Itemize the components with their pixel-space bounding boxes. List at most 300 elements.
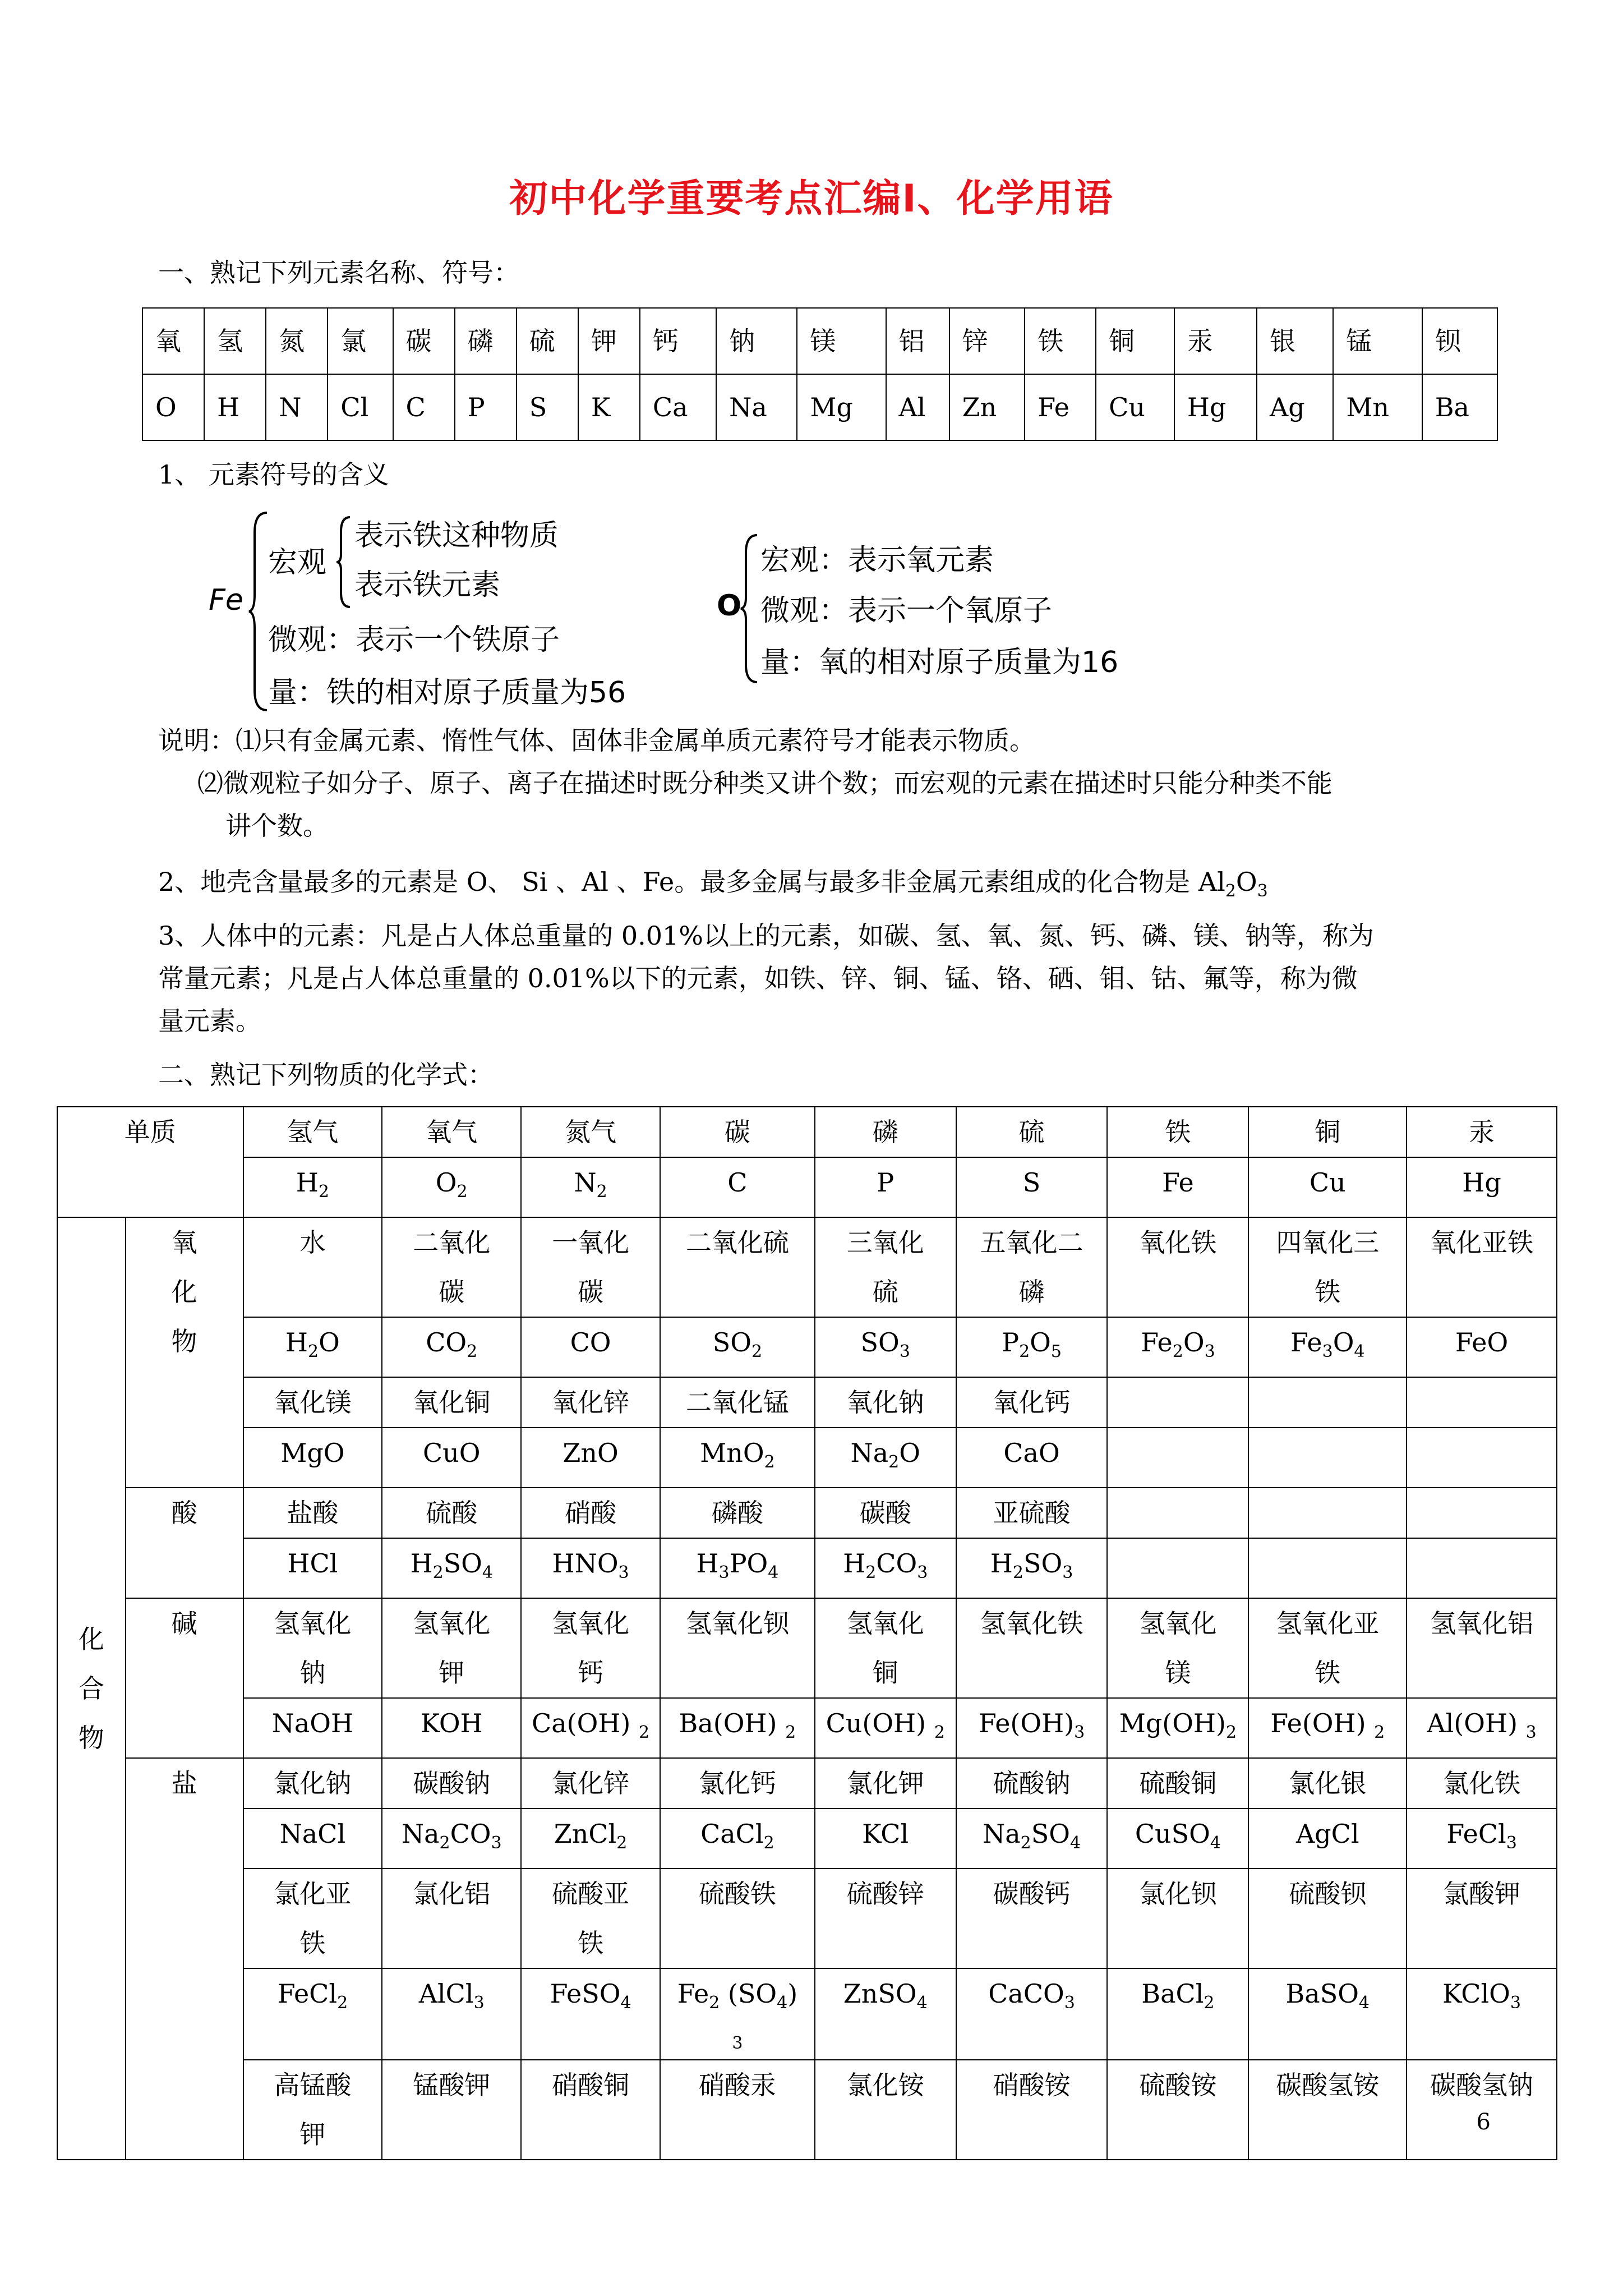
substance-name-cell	[382, 2060, 521, 2160]
formula-text: Na	[982, 1819, 1021, 1849]
substance-name-line: 氢氧化钡	[685, 1608, 789, 1639]
formula-cell	[956, 1428, 1108, 1488]
formula-subscript: 2	[457, 1182, 468, 1202]
substance-name-cell	[521, 2060, 660, 2160]
element-symbol-cell: Fe	[1025, 374, 1096, 440]
substance-name-cell	[243, 1217, 382, 1317]
formula-cell	[1248, 1698, 1407, 1758]
substance-name-line: 铁	[1315, 1277, 1341, 1307]
base-names-row	[57, 1598, 1557, 1698]
formula-text: Fe(OH)	[1270, 1708, 1375, 1738]
formula-cell	[1107, 1538, 1248, 1598]
element-symbol-cell: Na	[716, 374, 797, 440]
substance-name-line: 一氧化	[552, 1227, 630, 1258]
formula-cell	[521, 1698, 660, 1758]
substance-name-line: 五氧化二	[980, 1227, 1083, 1258]
substance-name-cell	[1407, 1488, 1557, 1538]
substance-name-line: 硝酸铜	[552, 2070, 630, 2100]
element-name-cell: 钡	[1422, 308, 1497, 374]
substance-name-line: 硫酸锌	[846, 1879, 924, 1909]
formula-text: (SO	[720, 1978, 777, 2009]
substance-name-line: 氯化亚	[274, 1879, 352, 1909]
formula-subscript: 4	[1070, 1833, 1081, 1853]
substance-name-cell: 硫	[956, 1107, 1108, 1157]
substance-name-line: 硝酸铵	[993, 2070, 1071, 2100]
formula-subscript: 2	[764, 1452, 775, 1472]
formula-subscript: 3	[1064, 1993, 1075, 2013]
formula-cell	[1407, 1157, 1557, 1217]
element-symbol-cell: N	[266, 374, 328, 440]
formula-cell	[815, 1968, 956, 2060]
element-symbol-cell: Ba	[1422, 374, 1497, 440]
formula-text: Fe	[1162, 1167, 1194, 1198]
substance-name-cell	[660, 2060, 815, 2160]
formula-text: Cu(OH)	[826, 1708, 934, 1738]
substance-name-cell: 碳酸钠	[382, 1758, 521, 1809]
element-name-cell: 铜	[1096, 308, 1174, 374]
formula-text: C	[727, 1167, 748, 1198]
element-symbol-cell: Mg	[797, 374, 886, 440]
formula-cell	[660, 1157, 815, 1217]
substance-name-line: 硫酸铵	[1139, 2070, 1217, 2100]
formula-cell	[1248, 1157, 1407, 1217]
substance-name-cell: 氧气	[382, 1107, 521, 1157]
formula-text: SO	[443, 1548, 482, 1579]
substance-name-line: 硝酸汞	[698, 2070, 776, 2100]
formula-subscript: 2	[865, 1563, 877, 1582]
formula-text: SO	[712, 1327, 751, 1358]
formula-text: KOH	[420, 1708, 483, 1738]
label-compound-char: 物	[78, 1723, 104, 1753]
formula-text: FeCl	[277, 1978, 338, 2009]
substance-name-line: 水	[299, 1227, 326, 1258]
formula-text: Fe	[1290, 1327, 1322, 1358]
formula-text: P	[877, 1167, 895, 1198]
element-table	[142, 307, 1498, 441]
formula-cell	[243, 1428, 382, 1488]
substance-name-cell	[1107, 1488, 1248, 1538]
formula-cell	[660, 1698, 815, 1758]
substance-name-line: 硫酸铁	[698, 1879, 776, 1909]
element-name-cell: 锰	[1333, 308, 1422, 374]
formula-subscript: 2	[1374, 1723, 1385, 1742]
formula-cell	[243, 1538, 382, 1598]
substance-name-cell	[1407, 1869, 1557, 1968]
o-micro: 微观：表示一个氧原子	[760, 594, 1053, 628]
substance-name-cell	[1107, 1217, 1248, 1317]
formula-cell	[956, 1317, 1108, 1377]
formula-subscript: 4	[768, 1563, 779, 1582]
substance-name-line: 铁	[299, 1928, 326, 1958]
substance-name-cell: 硫酸铜	[1107, 1758, 1248, 1809]
formula-cell	[1407, 1968, 1557, 2060]
element-name-cell: 氢	[204, 308, 266, 374]
formula-text: CaCl	[700, 1819, 764, 1849]
fe-macro-2: 表示铁元素	[354, 568, 501, 602]
formula-subscript: 3	[491, 1833, 502, 1853]
substance-name-cell: 氯化银	[1248, 1758, 1407, 1809]
oxide-names-row-2	[57, 1377, 1557, 1428]
substance-name-line: 硫酸亚	[552, 1879, 630, 1909]
formula-cell	[521, 1428, 660, 1488]
substance-name-cell	[660, 1598, 815, 1698]
formula-text: )	[787, 1978, 798, 2009]
substance-name-cell	[815, 1217, 956, 1317]
formula-subscript: 2	[888, 1452, 900, 1472]
formula-cell	[1248, 1538, 1407, 1598]
substance-name-line: 氢氧化	[1139, 1608, 1217, 1639]
formula-cell	[660, 1428, 815, 1488]
formula-cell	[1107, 1809, 1248, 1869]
formula-cell	[660, 1809, 815, 1869]
oxide-names-row-1	[57, 1217, 1557, 1317]
formula-text: S	[1022, 1167, 1041, 1198]
formula-cell	[815, 1428, 956, 1488]
substance-name-line: 氢氧化	[274, 1608, 352, 1639]
paragraph-2: 2、地壳含量最多的元素是 O、 Si 、Al 、Fe。最多金属与最多非金属元素组成的化合物是 $Al_2O_3$	[158, 867, 1268, 901]
substance-name-cell: 盐酸	[243, 1488, 382, 1538]
formula-cell	[521, 1157, 660, 1217]
formula-cell	[1107, 1317, 1248, 1377]
formula-subscript: 3	[899, 1342, 910, 1361]
fe-symbol: Fe	[209, 583, 243, 617]
substance-name-line: 氯化铝	[413, 1879, 491, 1909]
substance-name-cell	[1248, 1488, 1407, 1538]
formula-cell	[660, 1538, 815, 1598]
label-oxide-char: 化	[171, 1277, 197, 1307]
fe-macro-label: 宏观	[268, 546, 327, 579]
formula-subscript: 2	[308, 1342, 319, 1361]
fe-mass: 量：铁的相对原子质量为56	[268, 676, 626, 710]
substance-name-cell	[521, 1598, 660, 1698]
substance-name-cell	[1107, 1869, 1248, 1968]
substance-name-cell	[660, 1869, 815, 1968]
salt-names-row-3	[57, 2060, 1557, 2160]
formula-text: O	[435, 1167, 457, 1198]
substance-name-cell: 氧化镁	[243, 1377, 382, 1428]
substance-name-cell: 氧化钙	[956, 1377, 1108, 1428]
substance-name-cell	[1248, 2060, 1407, 2160]
formula-cell	[815, 1698, 956, 1758]
formula-subscript: 2	[639, 1723, 650, 1742]
substance-name-line: 氯化钡	[1139, 1879, 1217, 1909]
formula-subscript: 5	[1050, 1342, 1062, 1361]
formula-cell	[1107, 1428, 1248, 1488]
element-name-cell: 钾	[578, 308, 640, 374]
substance-name-cell: 硝酸	[521, 1488, 660, 1538]
formula-cell	[1407, 1809, 1557, 1869]
formula-text: Cu	[1309, 1167, 1346, 1198]
formula-cell	[243, 1317, 382, 1377]
substance-name-cell	[1248, 1217, 1407, 1317]
oxide-formulas-row-1	[57, 1317, 1557, 1377]
formula-subscript: 2	[596, 1182, 607, 1202]
formula-cell	[1407, 1698, 1557, 1758]
formula-cell	[521, 1809, 660, 1869]
substance-name-cell	[1407, 1217, 1557, 1317]
formula-text: CaCO	[988, 1978, 1064, 2009]
formula-text: H	[990, 1548, 1013, 1579]
formula-text: H	[696, 1548, 719, 1579]
formula-table	[57, 1106, 1557, 2160]
element-symbol-cell: H	[204, 374, 266, 440]
element-symbol-cell: C	[393, 374, 455, 440]
formula-cell	[521, 1538, 660, 1598]
formula-cell	[956, 1698, 1108, 1758]
formula-subscript: 4	[916, 1993, 928, 2013]
substance-name-line: 钙	[578, 1658, 604, 1688]
element-symbol-cell: Cu	[1096, 374, 1174, 440]
note-2b: 讲个数。	[225, 811, 329, 841]
o-macro: 宏观：表示氧元素	[760, 544, 994, 577]
substance-name-cell: 硫酸	[382, 1488, 521, 1538]
formula-text: KCl	[862, 1819, 909, 1849]
formula-text: HCl	[287, 1548, 338, 1579]
substance-name-cell	[1107, 1377, 1248, 1428]
formula-cell	[521, 1317, 660, 1377]
formula-text: Fe(OH)	[978, 1708, 1075, 1738]
section2-heading: 二、熟记下列物质的化学式：	[158, 1060, 494, 1090]
formula-text: Fe	[1141, 1327, 1173, 1358]
substance-name-cell: 氯化铁	[1407, 1758, 1557, 1809]
substance-name-line: 氯化铵	[846, 2070, 924, 2100]
formula-text: O	[1183, 1327, 1205, 1358]
substance-name-cell	[243, 1598, 382, 1698]
substance-name-line: 硫酸钡	[1289, 1879, 1367, 1909]
formula-subscript: 2	[432, 1563, 444, 1582]
formula-text: H	[410, 1548, 433, 1579]
formula-cell	[1407, 1428, 1557, 1488]
formula-cell	[521, 1968, 660, 2060]
page-title: 初中化学重要考点汇编Ⅰ、化学用语	[509, 177, 1114, 221]
label-compound	[57, 1217, 126, 2160]
formula-subscript: 2	[439, 1833, 450, 1853]
element-name-cell: 硫	[517, 308, 578, 374]
substance-name-cell: 氮气	[521, 1107, 660, 1157]
substance-name-cell	[1248, 1869, 1407, 1968]
label-salt: 盐	[126, 1758, 243, 2160]
substance-name-cell: 氧化锌	[521, 1377, 660, 1428]
substance-name-line: 氧化亚铁	[1430, 1227, 1534, 1258]
formula-subscript: 2	[337, 1993, 348, 2013]
formula-text: MnO	[700, 1438, 764, 1468]
substance-name-cell: 铜	[1248, 1107, 1407, 1157]
salt-names-row-2	[57, 1869, 1557, 1968]
label-base: 碱	[126, 1598, 243, 1758]
formula-text: ZnCl	[554, 1819, 617, 1849]
formula-text: Na	[850, 1438, 889, 1468]
formula-text: O	[1030, 1327, 1051, 1358]
note-2a: ⑵微观粒子如分子、原子、离子在描述时既分种类又讲个数；而宏观的元素在描述时只能分种类不能	[197, 768, 1332, 798]
substance-name-cell	[1248, 1377, 1407, 1428]
substance-name-line: 氧化铁	[1139, 1227, 1217, 1258]
substance-name-cell	[521, 1869, 660, 1968]
formula-text: CO	[876, 1548, 917, 1579]
substance-name-cell: 氢气	[243, 1107, 382, 1157]
formula-cell	[382, 1698, 521, 1758]
formula-text: CuO	[422, 1438, 481, 1468]
oxide-formulas-row-2	[57, 1428, 1557, 1488]
formula-subscript: 2	[763, 1833, 774, 1853]
formula-text: N	[574, 1167, 597, 1198]
formula-subscript: 4	[620, 1993, 631, 2013]
formula-subscript: 3	[1204, 1342, 1215, 1361]
formula-subscript: 2	[467, 1342, 478, 1361]
element-symbol-cell: P	[455, 374, 517, 440]
substance-name-cell: 氯化钠	[243, 1758, 382, 1809]
formula-cell	[956, 1157, 1108, 1217]
formula-subscript: 2	[1020, 1833, 1031, 1853]
substance-name-cell: 汞	[1407, 1107, 1557, 1157]
substance-name-cell	[815, 1598, 956, 1698]
formula-subscript: 2	[1019, 1342, 1030, 1361]
formula-cell	[1248, 1428, 1407, 1488]
label-acid: 酸	[126, 1488, 243, 1598]
substance-name-cell	[1407, 1598, 1557, 1698]
element-name-cell: 氮	[266, 308, 328, 374]
paragraph-3b: 常量元素；凡是占人体总重量的 0.01%以下的元素，如铁、锌、铜、锰、铬、硒、钼、钴、氟等，称为微	[158, 963, 1358, 993]
formula-subscript: 2	[616, 1833, 628, 1853]
formula-subscript: 3	[1322, 1342, 1333, 1361]
formula-subscript: 2	[1204, 1993, 1215, 2013]
element-name-cell: 汞	[1174, 308, 1257, 374]
element-name-cell: 镁	[797, 308, 886, 374]
element-name-cell: 铁	[1025, 308, 1096, 374]
formula-text: Ba(OH)	[679, 1708, 786, 1738]
formula-subscript: 2	[934, 1723, 945, 1742]
substance-name-line: 二氧化	[413, 1227, 491, 1258]
element-name-cell: 钙	[640, 308, 716, 374]
element-name-cell: 锌	[949, 308, 1025, 374]
formula-text: PO	[729, 1548, 768, 1579]
formula-text: SO	[1023, 1548, 1063, 1579]
formula-text: CO	[450, 1819, 491, 1849]
element-symbol-cell: Mn	[1333, 374, 1422, 440]
formula-subscript: 3	[1074, 1723, 1085, 1742]
label-compound-char: 合	[78, 1673, 104, 1704]
substance-name-cell	[956, 2060, 1108, 2160]
formula-subscript: 4	[1354, 1342, 1365, 1361]
elem-formulas-row	[57, 1157, 1557, 1217]
formula-cell	[660, 1968, 815, 2060]
element-symbol-cell: O	[142, 374, 204, 440]
substance-name-line: 碳	[578, 1277, 604, 1307]
substance-name-line: 氢氧化亚	[1276, 1608, 1380, 1639]
elem-names-row	[57, 1107, 1557, 1157]
substance-name-cell: 氯化钙	[660, 1758, 815, 1809]
formula-cell	[1248, 1968, 1407, 2060]
formula-text: P	[1002, 1327, 1020, 1358]
formula-subscript: 2	[751, 1342, 763, 1361]
formula-subscript: 2	[1012, 1563, 1023, 1582]
substance-name-cell	[243, 2060, 382, 2160]
substance-name-line: 铁	[578, 1928, 604, 1958]
formula-text: NaCl	[279, 1819, 346, 1849]
substance-name-cell: 磷酸	[660, 1488, 815, 1538]
formula-cell	[1248, 1809, 1407, 1869]
substance-name-cell: 氯化钾	[815, 1758, 956, 1809]
substance-name-cell	[1107, 1598, 1248, 1698]
substance-name-line: 镁	[1165, 1658, 1191, 1688]
formula-text: FeO	[1455, 1327, 1509, 1358]
element-symbol-cell: Zn	[949, 374, 1025, 440]
substance-name-line: 碳酸氢铵	[1276, 2070, 1380, 2100]
label-oxide-char: 氧	[171, 1227, 197, 1258]
formula-cell	[956, 1968, 1108, 2060]
formula-text: Na	[401, 1819, 440, 1849]
formula-subscript: 3	[1062, 1563, 1073, 1582]
element-name-cell: 氯	[328, 308, 393, 374]
salt-names-row-1	[57, 1758, 1557, 1809]
formula-cell	[815, 1317, 956, 1377]
substance-name-cell: 亚硫酸	[956, 1488, 1108, 1538]
formula-subscript: 4	[1358, 1993, 1370, 2013]
salt-formulas-row-1	[57, 1809, 1557, 1869]
formula-cell	[382, 1538, 521, 1598]
formula-subscript: 2	[1226, 1723, 1237, 1742]
substance-name-line: 钾	[299, 2119, 326, 2150]
formula-subscript: 3	[1525, 1723, 1537, 1742]
formula-text: AlCl	[418, 1978, 474, 2009]
substance-name-cell: 碳	[660, 1107, 815, 1157]
formula-subscript: 4	[777, 1993, 788, 2013]
formula-subscript: 3	[732, 2033, 743, 2053]
formula-subscript: 2	[709, 1993, 720, 2013]
o-symbol: O	[717, 589, 742, 623]
formula-cell	[1407, 1317, 1557, 1377]
acid-names-row	[57, 1488, 1557, 1538]
base-formulas-row	[57, 1698, 1557, 1758]
formula-text: CaO	[1003, 1438, 1060, 1468]
substance-name-line: 钠	[299, 1658, 326, 1688]
o-mass: 量：氧的相对原子质量为16	[760, 646, 1119, 679]
formula-text: H	[296, 1167, 319, 1198]
formula-cell	[815, 1157, 956, 1217]
substance-name-cell	[956, 1217, 1108, 1317]
formula-text: Fe	[677, 1978, 709, 2009]
label-oxide	[126, 1217, 243, 1488]
substance-name-line: 高锰酸	[274, 2070, 352, 2100]
formula-cell	[815, 1809, 956, 1869]
substance-name-cell	[956, 1598, 1108, 1698]
formula-cell	[660, 1317, 815, 1377]
formula-text: ZnSO	[843, 1978, 917, 2009]
formula-text: SO	[1031, 1819, 1070, 1849]
formula-subscript: 3	[618, 1563, 629, 1582]
formula-subscript: 3	[473, 1993, 485, 2013]
formula-text: SO	[860, 1327, 900, 1358]
formula-text: Mg(OH)	[1119, 1708, 1226, 1738]
substance-name-line: 氢氧化铁	[980, 1608, 1083, 1639]
label-element: 单质	[57, 1107, 243, 1217]
formula-text: CuSO	[1135, 1819, 1210, 1849]
substance-name-cell	[382, 1869, 521, 1968]
substance-name-cell: 二氧化锰	[660, 1377, 815, 1428]
formula-subscript: 4	[482, 1563, 493, 1582]
formula-cell	[243, 1809, 382, 1869]
substance-name-line: 铜	[872, 1658, 898, 1688]
formula-text: AgCl	[1295, 1819, 1359, 1849]
element-symbol-cell: K	[578, 374, 640, 440]
formula-text: H	[285, 1327, 308, 1358]
substance-name-line: 锰酸钾	[413, 2070, 491, 2100]
element-symbol-cell: Ag	[1257, 374, 1333, 440]
element-name-cell: 碳	[393, 308, 455, 374]
formula-cell	[1107, 1968, 1248, 2060]
substance-name-line: 四氧化三	[1276, 1227, 1380, 1258]
element-name-cell: 银	[1257, 308, 1333, 374]
substance-name-line: 氢氧化	[846, 1608, 924, 1639]
